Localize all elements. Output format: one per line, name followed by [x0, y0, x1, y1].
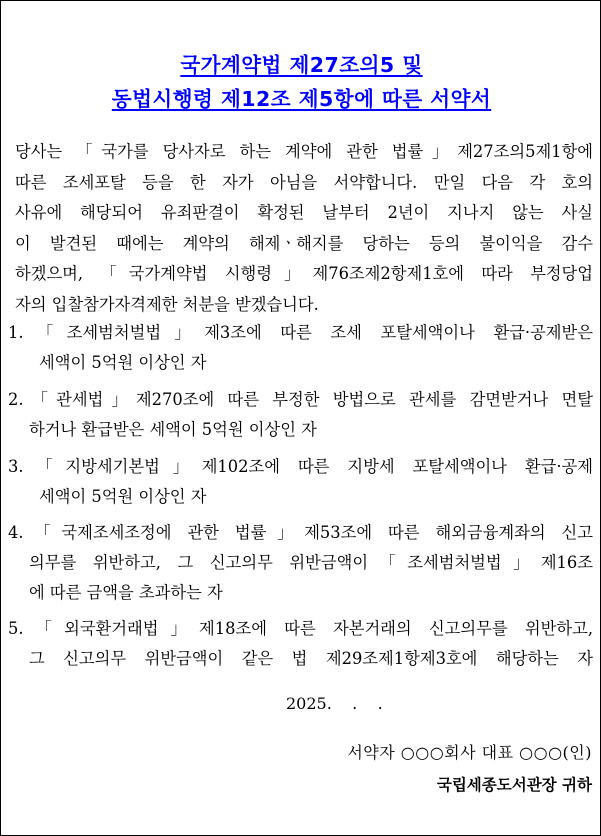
pledge-date: 2025. . .	[286, 694, 383, 713]
list-item-4	[1, 518, 593, 608]
list-item-line: 세액이 5억원 이상인 자	[39, 353, 207, 372]
list-item-line: 1.「조세범처벌법」제3조에 따른 조세 포탈세액이나 환급·공제받은	[8, 323, 593, 342]
document-title-line-1: 국가계약법 제27조의5 및	[180, 53, 423, 77]
intro-line: 하겠으며, 「국가계약법 시행령」제76조제2항제1호에 따라 부정당업	[15, 264, 593, 283]
intro-line: 당사는 「국가를 당사자로 하는 계약에 관한 법률」제27조의5제1항에	[15, 142, 593, 161]
intro-line: 따른 조세포탈 등을 한 자가 아님을 서약합니다. 만일 다음 각 호의	[15, 172, 593, 192]
intro-line: 사유에 해당되어 유죄판결이 확정된 날부터 2년이 지나지 않는 사실	[15, 203, 593, 222]
list-item-line: 2.「관세법」제270조에 따른 부정한 방법으로 관세를 감면받거나 면탈	[8, 390, 593, 409]
document-title-line-2: 동법시행령 제12조 제5항에 따른 서약서	[111, 87, 492, 111]
list-item-line: 3.「지방세기본법」제102조에 따른 지방세 포탈세액이나 환급·공제	[8, 457, 593, 476]
list-item-5	[1, 614, 593, 674]
addressee-line: 국립세종도서관장 귀하	[436, 776, 592, 794]
intro-line: 이 발견된 때에는 계약의 해제ㆍ해지를 당하는 등의 불이익을 감수	[15, 233, 593, 253]
intro-line: 자의 입찰참가자격제한 처분을 받겠습니다.	[15, 294, 319, 314]
list-item-line: 4.「국제조세조정에 관한 법률」제53조에 따른 해외금융계좌의 신고	[8, 523, 593, 542]
signer-line: 서약자 ○○○회사 대표 ○○○(인)	[347, 743, 592, 762]
list-item-line: 세액이 5억원 이상인 자	[39, 487, 207, 506]
list-item-line: 5.「외국환거래법」제18조에 따른 자본거래의 신고의무를 위반하고,	[8, 619, 593, 638]
list-item-2	[1, 385, 593, 445]
list-item-line: 하거나 환급받은 세액이 5억원 이상인 자	[29, 420, 317, 439]
list-item-line: 그 신고의무 위반금액이 같은 법 제29조제1항제3호에 해당하는 자	[29, 649, 593, 668]
list-item-line: 에 따른 금액을 초과하는 자	[29, 583, 223, 602]
list-item-1	[1, 318, 593, 378]
list-item-3	[1, 452, 593, 512]
intro-paragraph	[15, 137, 593, 320]
list-item-line: 의무를 위반하고, 그 신고의무 위반금액이「조세범처벌법」제16조	[29, 553, 593, 572]
